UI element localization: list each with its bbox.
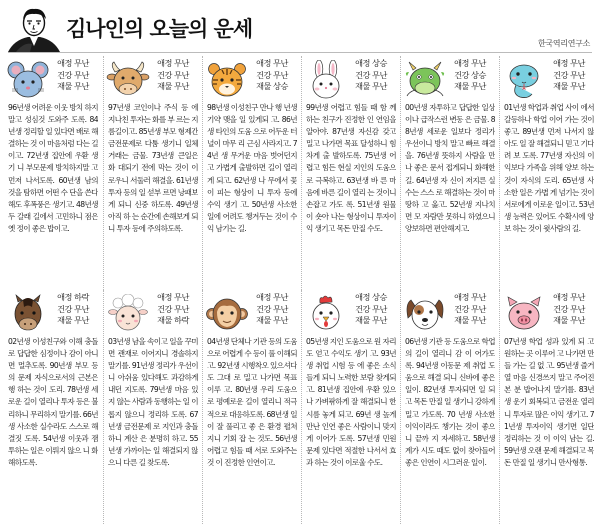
rooster-icon (304, 294, 348, 334)
card-tiger (202, 56, 299, 290)
health-status: 건강 무난 (256, 303, 288, 314)
health-status: 건강 상승 (454, 69, 486, 80)
fortune-summary (150, 292, 196, 327)
health-status: 건강 무난 (553, 69, 585, 80)
fortune-summary (150, 58, 196, 93)
page-header (0, 0, 600, 56)
health-status: 건강 무난 (157, 69, 189, 80)
fortune-text: 07년생 학업 성과 있게 되 고 원하는 곳 이루어 고 나가면 만들 가는 길 없 고. 95년생 즐거 열 마음 신경쓰지 말고 주어진 본 분 밥어나지 말기를. 83년 생 운기 회복되고 금전운 열리니 투자로 많은 이익 생기고. 71년생 투자이익 생기면 일단 정리하는 것 이 이익 남는 길. 59년생 오랜 문제 해결되고 목돈 만질 일 생기니 만사형통. (504, 337, 594, 467)
source-label: 한국역리연구소 (538, 39, 590, 48)
fortune-summary (348, 58, 394, 93)
fortune-text: 96년생 어려운 이웃 방치 하지 말고 성심것 도와주 도록. 84년생 정리할 일 있다면 배로 해결하는 것 이 마음처럼 다는 길이고. 72년생 집안에 우환 생기 니 부모문제 방치하지말 고 먼저 나서도록. 60년생 남의 것을 탐하면 어떤 수 단을 쓴다해도 후폭풍은 생기고. 48년생 두 갈래 길에서 고민하니 점은 옛 정이 좋은 밥이고. (8, 103, 98, 233)
love-status: 애정 무난 (454, 292, 486, 302)
fortune-summary (249, 58, 295, 93)
monkey-icon (205, 294, 249, 334)
health-status: 건강 무난 (157, 303, 189, 314)
wealth-status: 재물 무난 (256, 315, 288, 325)
love-status: 애정 무난 (157, 292, 189, 302)
page-title: 김나인의 오늘의 운세 (66, 17, 253, 41)
card-ox (103, 56, 200, 290)
card-rat (4, 56, 100, 290)
fortune-text: 01년생 학업과 취업 사이 에서 갈등하나 학업 이어 가는 것이 좋고. 89년생 먼저 나서지 않아도 일 잘 해결되니 믿고 기다려 보 도록. 77년생 자신의 이 익보다 가족을 위해 양보 하는 것이 자식의 도리. 65년생 사소한 일은 가볍 게 넘기는 것이 서로에게 이로운 일이고. 53년생 능력은 있어도 수확시에 양보 하는 것이 윗사람의 길. (504, 103, 594, 233)
fortune-summary (249, 292, 295, 327)
dog-icon (403, 294, 447, 334)
wealth-status: 재물 무난 (57, 81, 89, 91)
card-sheep (103, 290, 200, 524)
card-horse (4, 290, 100, 524)
health-status: 건강 무난 (57, 69, 89, 80)
fortune-text: 99년생 어렵고 힘들 때 함 께하는 친구가 진정한 인 연임을 알아야. 87년생 자신감 갖고 밀고 나가면 목표 달성하니 힘차게 출 발하도록. 75년생 어렵고 힘든 현실 지인의 도움으 로 극복하고. 63년생 바 른 마음에 바른 길이 열리 는 것이니 손잡고 가도 록. 51년생 원물이 숏아 나는 형상이니 투자이익 생기고 목돈 만질 수도. (306, 103, 396, 233)
health-status: 건강 무난 (454, 303, 486, 314)
fortune-row-2 (4, 290, 596, 524)
ox-icon (106, 60, 150, 100)
author-portrait-icon (6, 4, 62, 54)
card-rooster (301, 290, 398, 524)
fortune-text: 03년생 남을 속이고 일을 꾸미면 괜재로 이어지니 경솔하지 말기를. 91년생 정리가 우선이니 아쉬움 있다해도 과감하게 내던 지도록. 79년생 마음 있 지 않는 사람과 동행하는 일 이롭지 않으니 정리하 도록. 67년생 금전문제 로 지인과 충돌하니 계산 은 분명히 하고. 55년생 가까이는 일 해결되지 않 으니 다른 길 찾도록. (108, 337, 198, 467)
wealth-status: 재물 상승 (256, 81, 288, 91)
health-status: 건강 무난 (256, 69, 288, 80)
fortune-text: 06년생 기관 등 도움으로 학업의 길이 열리니 감 이 어가도록. 94년생 이동문 제 취업 도움으로 해결 되니 신바에 좋은 일이. 82년생 투자되면 일 되고 목돈 만질 일 생기니 강하게 밀고 가도록. 70 년생 사소한 이익이라도 챙기는 것이 좋으니 끝까 지 자세하고. 58년생 계가 시도 때도 없이 찾아들어 좋은 인연이 시그러운 일이. (405, 337, 495, 467)
health-status: 건강 무난 (553, 303, 585, 314)
header-divider (8, 52, 592, 53)
wealth-status: 재물 무난 (355, 315, 387, 325)
wealth-status: 재물 무난 (553, 315, 585, 325)
love-status: 애정 무난 (256, 292, 288, 302)
wealth-status: 재물 무난 (454, 81, 486, 91)
sheep-icon (106, 294, 150, 334)
fortune-summary (546, 58, 592, 93)
love-status: 애정 무난 (553, 58, 585, 68)
rat-icon (6, 60, 50, 100)
fortune-row-1 (4, 56, 596, 290)
fortune-text: 02년생 이성친구와 이해 충돌로 답답한 심정이나 감이 아니면 멀추도록. 90년생 부모 등의 문제 자식으로서의 근본은 행 하는 것이 도리. 78년생 세로운 길이 열리나 투자 등은 불리하니 무리하지 말기를. 66년생 사소한 실수라도 스스로 해결짓 도록. 54년생 이웃과 잼 투하는 일은 이뤄지 않으 니 화해하도록. (8, 337, 98, 467)
fortune-summary (447, 292, 493, 327)
snake-icon (502, 60, 546, 100)
health-status: 건강 무난 (57, 303, 89, 314)
pig-icon (502, 294, 546, 334)
fortune-text: 00년생 자투하고 답답한 일상이나 급작스런 변동 은 금물. 88년생 세로운 일보다 정리가 우선이니 방치 말고 빠르 해결을. 76년생 뜻하지 사람을 만 나 좋은 문서 접게되니 화해한 길. 64년생 자 신이 저지른 실수는 스스 로 해결하는 것이 마땅하 고 옳고. 52년생 지나치면 모 자람만 못하니 하였으니 양보하면 편안해지고. (405, 103, 495, 233)
fortune-text: 97년생 코인이나 주식 등 에 지나친 투자는 화를 부 르는 지름길이고. 85년생 부모 형제간 금전문제로 다툼 생기니 일체 거래는 금물. 73년생 큰일은 화 대되기 전에 막는 것이 이 로우니 서둘러 해결을. 61년생 투자 등의 일 섣부 르면 낭패보게 되니 신중 하도록. 49년생 아직 하 는 순간에 손해보게 되니 투자 등에 주의하도록. (108, 103, 198, 233)
wealth-status: 재물 무난 (57, 315, 89, 325)
love-status: 애정 하락 (57, 292, 89, 302)
fortune-summary (546, 292, 592, 327)
wealth-status: 재물 무난 (553, 81, 585, 91)
card-dragon (400, 56, 497, 290)
fortune-text: 05년생 지인 도움으로 원 자리도 얻고 수익도 생기 고. 93년생 취업 시험 등 에 좋은 소식 들게 되니 노력한 보람 찾게되고. 81년생 집안에 우환 있으 나 가벼팎하게 잘 해결되니 한시름 놓게 되고. 69년 생 높게 만난 인연 좋은 사람이니 맞지게 이어가 도록. 57년생 민원문제 있다면 적절한 나서서 효과 하는 것이 이로울 수도. (306, 337, 396, 467)
fortune-summary (50, 292, 96, 327)
wealth-status: 재물 무난 (157, 81, 189, 91)
wealth-status: 재물 무난 (355, 81, 387, 91)
health-status: 건강 무난 (355, 69, 387, 80)
horse-icon (6, 294, 50, 334)
love-status: 애정 무난 (553, 292, 585, 302)
love-status: 애정 무난 (454, 58, 486, 68)
love-status: 애정 상승 (355, 292, 387, 302)
dragon-icon (403, 60, 447, 100)
love-status: 애정 무난 (157, 58, 189, 68)
fortune-summary (447, 58, 493, 93)
wealth-status: 재물 하락 (157, 315, 189, 325)
health-status: 건강 무난 (355, 303, 387, 314)
card-monkey (202, 290, 299, 524)
card-rabbit (301, 56, 398, 290)
love-status: 애정 무난 (57, 58, 89, 68)
wealth-status: 재물 무난 (454, 315, 486, 325)
rabbit-icon (304, 60, 348, 100)
card-pig (499, 290, 596, 524)
card-dog (400, 290, 497, 524)
love-status: 애정 무난 (256, 58, 288, 68)
fortune-summary (50, 58, 96, 93)
fortune-summary (348, 292, 394, 327)
love-status: 애정 상승 (355, 58, 387, 68)
fortune-text: 98년생 이성친구 만나 행 년생기약 맺을 일 있게되 고. 86년생 타인의 도움 으로 어두운 터널이 마무 리 근심 사라지고. 74년 생 무거운 마음 벗어던지 고 가볍게 출발하면 길이 열리게 되고. 62년생 나 무에서 꽃이 피는 형상이 니 투자 등에 수익 생기 고. 50년생 사소한 일에 어려도 챙겨두는 것이 수익 남기는 길. (207, 103, 297, 233)
tiger-icon (205, 60, 249, 100)
card-snake (499, 56, 596, 290)
fortune-text: 04년생 단체나 기관 등의 도움으로 어렵게 수 등이 풀 이해되고. 92년생 시행착오 있으셔다도 그대 로 밀고 나가면 목표 이루 고. 80년생 우리 도움으 로 평예로운 길이 열리니 적극적으로 대응하도록. 68년생 일이 잘 풀리고 좋 은 환경 펼쳐지니 기회 잡 는 것도. 56년생 어렵고 힘들 때 서로 도와주는 것 이 진정한 인연이고. (207, 337, 297, 467)
